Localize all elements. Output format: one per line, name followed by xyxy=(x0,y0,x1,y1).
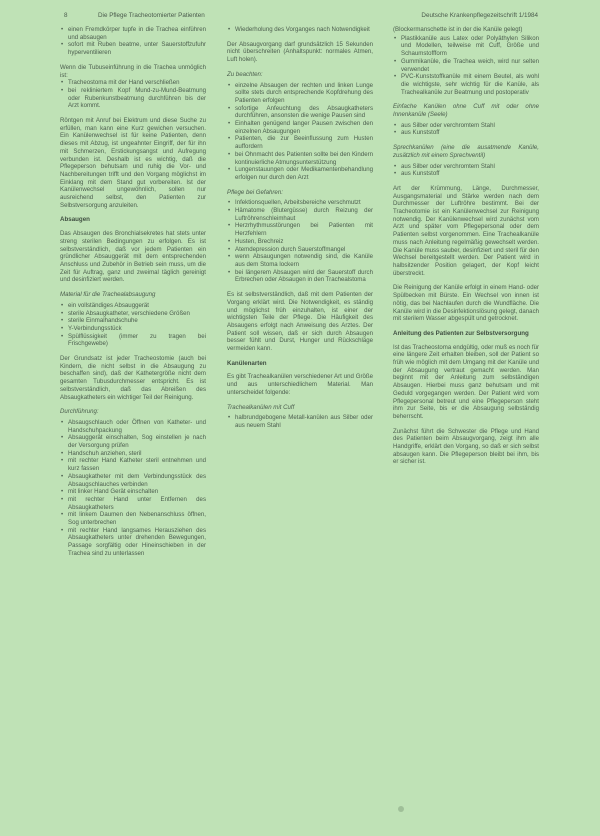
list-item: • Y-Verbindungsstück xyxy=(60,325,206,333)
paragraph: Der Absaugvorgang darf grundsätzlich 15 Sekunden nicht überschreiten (Anhaltspunkt: normales Atmen, Luft holen). xyxy=(227,40,373,64)
list-item: • bei Ohnmacht des Patienten sollte bei den Kindern kontinuierliche Atmungsunterstützung xyxy=(227,151,373,166)
list-item: • sterile Einmalhandschuhe xyxy=(60,317,206,325)
list-item: • sofortige Anfeuchtung des Absaugkatheters durchführen, ansonsten die wenige Pausen sind xyxy=(227,105,373,120)
list-item: • Wiederholung des Vorganges nach Notwendigkeit xyxy=(227,26,373,34)
list-item: • Tracheostoma mit der Hand verschließen xyxy=(60,79,206,87)
column-3 xyxy=(393,26,539,473)
column-1 xyxy=(60,26,206,565)
subheading-sprechkanuelen: Sprechkanülen (eine die ausatmende Kanüle, zusätzlich mit einem Sprechventil) xyxy=(393,144,539,159)
list-item: • mit linker Hand Gerät einschalten xyxy=(60,488,206,496)
list-item: • mit linkem Daumen den Nebenanschluss öffnen, Sog unterbrechen xyxy=(60,511,206,526)
list-item: • einen Fremdkörper tupfe in die Trachea einführen und absaugen xyxy=(60,26,206,41)
subheading-material: Material für die Trachealabsaugung xyxy=(60,291,156,299)
list-item: • Absaugschlauch oder Öffnen von Katheter- und Handschuhpackung xyxy=(60,419,206,434)
list-item: • Herzrhythmusstörungen bei Patienten mit Herzfehlern xyxy=(227,222,373,237)
subheading-einfache-kanuelen: Einfache Kanülen ohne Cuff mit oder ohne Innenkanüle (Seele) xyxy=(393,103,539,119)
list-item: • wenn Absaugungen notwendig sind, die Kanüle aus dem Stoma lockern xyxy=(227,253,373,268)
list-item: • Gummikanüle, die Trachea weich, wird nur selten verwendet xyxy=(393,58,539,73)
list-item: • Handschuh anziehen, steril xyxy=(60,450,206,458)
list-item: • Infektionsquellen, Arbeitsbereiche verschmutzt xyxy=(227,199,373,207)
paragraph: Art der Krümmung, Länge, Durchmesser, Ausgangsmaterial und Stärke werden nach dem Durchmesser der Luftröhre bestimmt. Bei der Tracheotomie ist ein Kanülenwechsel zur Reinigung notwendig. Der Kanülenwechsel wird zunächst vom Arzt und später vom Pflegepersonal oder dem Patienten selbst vorgenommen. Eine Trachealkanüle muss nach Anleitung regelmäßig gewechselt werden. Die Kanüle muss sauber, desinfiziert und steril für den Wechsel bereitgestellt werden. Der Patient wird in halbsitzender Position gelagert, der Kopf leicht überstreckt. xyxy=(393,184,539,277)
punch-hole-mark xyxy=(398,806,404,812)
list-item: • Hämatome (Blutergüsse) durch Reizung der Luftröhrenschleimhaut xyxy=(227,207,373,222)
bullet-list xyxy=(227,26,373,34)
header-left-title: Die Pflege Tracheotomierter Patienten xyxy=(98,12,205,19)
list-item: • mit rechter Hand langsames Herausziehen des Absaugkatheters unter drehenden Bewegungen, Passage sorgfältig oder Hineinschieben in der Trachea sind zu unterlassen xyxy=(60,527,206,558)
subheading-kanuelen-mit-cuff: Trachealkanülen mit Cuff xyxy=(227,403,295,411)
bullet-list xyxy=(227,414,373,429)
paragraph: Zunächst führt die Schwester die Pflege und Hand des Patienten beim Absaugvorgang, zeigt ihm alle Handgriffe, erklärt den Vorgang, so daß er sich selbst absaugen kann. Die Pflegeperson bleibt bei ihm, bis er sicher ist. xyxy=(393,427,539,466)
header-right-title: Deutsche Krankenpflegezeitschrift 1/1984 xyxy=(421,12,538,19)
paragraph: Die Reinigung der Kanüle erfolgt in einem Hand- oder Spülbecken mit Bürste. Ein Wechsel von innen ist nötig, das bei Nachlaufen durch die Wundfläche. Die Kanüle wird in die Desinfektionslösung gelegt, danach mit sterilem Wasser abgespült und getrocknet. xyxy=(393,284,540,323)
bullet-list xyxy=(60,79,206,110)
list-item: • bei rekliniertem Kopf Mund-zu-Mund-Beatmung oder Rubenkunstbeatmung durchführen bis der Arzt kommt. xyxy=(60,87,206,110)
list-item: • sterile Absaugkatheter, verschiedene Größen xyxy=(60,310,206,318)
list-item: • Lungenstauungen oder Medikamentenbehandlung erfolgen nur durch den Arzt xyxy=(227,166,373,181)
list-item: • aus Kunststoff xyxy=(393,170,539,178)
paragraph: Ist das Tracheostoma endgültig, oder muß es noch für eine längere Zeit erhalten bleiben, soll der Patient so früh wie möglich mit dem Umgang mit der Kanüle und der Absaugung vertraut gemacht werden. Man beginnt mit der Anleitung zum selbständigen Absaugen. Hierbei muss ganz behutsam und mit Geduld vorgegangen werden. Der Patient wird vom Pflegepersonal betreut und eine Pflegeperson steht ihm zur Seite, bis er die Absaugung selbständig beherrscht. xyxy=(393,343,539,420)
list-item: • bei längerem Absaugen wird der Sauerstoff durch Erbrechen oder Absaugen in den Trachealstoma xyxy=(227,269,373,284)
list-item: • Spülflüssigkeit (immer zu tragen bei Frischgewebe) xyxy=(60,333,206,348)
list-item: • Einhalten genügend langer Pausen zwischen den einzelnen Absaugungen xyxy=(227,120,373,135)
list-item: • Husten, Brechreiz xyxy=(227,238,373,246)
bullet-list xyxy=(60,26,206,57)
bullet-list xyxy=(393,122,539,137)
paragraph: Wenn die Tubuseinführung in die Trachea unmöglich ist: xyxy=(60,63,206,79)
subheading-durchfuehrung: Durchführung: xyxy=(60,408,99,416)
list-item: • aus Silber oder verchromtem Stahl xyxy=(393,163,539,171)
list-item: • mit rechter Hand unter Entfernen des Absaugkatheters xyxy=(60,496,206,511)
list-item: • mit rechter Hand Katheter steril entnehmen und kurz fassen xyxy=(60,457,206,472)
bullet-list xyxy=(60,302,206,348)
paragraph: Es ist selbstverständlich, daß mit dem Patienten der Vorgang erklärt wird. Die Notwendigkeit, es ständig und möglichst früh einzuhalten, ist einer der wichtigsten Teile der Pflege. Die Häufigkeit des Absaugens erfolgt nach Anweisung des Arztes. Der Patient soll wissen, daß er sich durch Absaugen besser fühlt und Durst, Hunger und Rückschläge vermeiden kann. xyxy=(227,291,373,353)
paragraph: Das Absaugen des Bronchialsekretes hat stets unter streng sterilen Bedingungen zu erfolgen. Es ist selbstverständlich, daß vor jedem Patienten ein gründlicher Absauggerät mit dem entsprechenden Anschluss und Zubehör in Betrieb sein muss, um die Zeit für Auftrag, ganz und zweimal täglich gereinigt und desinfiziert werden. xyxy=(60,230,206,284)
running-header xyxy=(0,0,600,22)
list-item: • Atemdepression durch Sauerstoffmangel xyxy=(227,246,373,254)
paragraph: Es gibt Trachealkanülen verschiedener Art und Größe und aus unterschiedlichem Material. Man unterscheidet folgende: xyxy=(227,373,373,396)
list-item: • Patienten, die zur Beeinflussung zum Husten auffordern xyxy=(227,135,373,150)
section-heading-kanuelenarten: Kanülenarten xyxy=(227,359,267,367)
subheading-gefahren: Pflege bei Gefahren: xyxy=(227,188,283,196)
section-heading-absaugen: Absaugen xyxy=(60,216,90,224)
list-item: • aus Silber oder verchromtem Stahl xyxy=(393,122,539,130)
list-item: • halbrundgebogene Metall-kanülen aus Silber oder aus neuem Stahl xyxy=(227,414,373,429)
paragraph: Röntgen mit Anruf bei Elektrum und diese Suche zu erfüllen, man kann eine Kurz gewichen versuchen. Ein Kanülenwechsel ist für keine Patienten, denn dieses mit Abzug, ist ungeahnter Eingriff, der für ihn mit Schmerzen, Erstickungsangst und Aufregung verbunden ist. Deshalb ist es wichtig, daß die Pflegeperson behutsam und ruhig die Vor- und Nachbereitungen trifft und den Vorgang möglichst im Einklang mit dem Stand gut vorbereiten. Ist der Kanülenwechsel ungewöhnlich, sollen nur ausreichend selbst, den Patienten zur Selbstversorgung anzuleiten. xyxy=(60,117,206,209)
list-item: • aus Kunststoff xyxy=(393,129,539,137)
section-heading-anleitung: Anleitung des Patienten zur Selbstversorgung xyxy=(393,329,529,337)
list-item: • PVC-Kunststoffkanüle mit einem Beutel, als wohl die wichtigste, sehr wichtig für die Kanüle, als Trachealkanüle zur Beatmung und postoperativ xyxy=(393,73,539,96)
list-item: • Plastikkanüle aus Latex oder Polyäthylen Silikon und Modellen, teilweise mit Cuff, Größe und Schaumstoffform xyxy=(393,35,539,58)
paragraph: Der Grundsatz ist jeder Tracheostomie (auch bei Kindern, die nicht selbst in die Absaugung zu beschaffen sind), daß der Kathetergröße nicht dem gesamten Tubusdurchmesser entspricht. Es ist selbstverständlich, daß das Abreißen des Absaugkatheters ein wichtiger Teil der Reinigung. xyxy=(60,355,206,401)
bullet-list xyxy=(60,419,206,558)
bullet-list xyxy=(227,82,373,182)
list-item: • Absaugkatheter mit dem Verbindungsstück des Absaugschlauches verbinden xyxy=(60,473,206,488)
subheading-zu-beachten: Zu beachten: xyxy=(227,70,263,78)
list-item: • einzelne Absaugen der rechten und linken Lunge sollte stets durch entsprechende Kopfdrehung des Patienten erfolgen xyxy=(227,82,373,105)
list-item: • sofort mit Ruben beatme, unter Sauerstoffzufuhr hyperventilieren xyxy=(60,41,206,56)
column-2 xyxy=(227,26,373,437)
list-item: • Absauggerät einschalten, Sog einstellen je nach der Versorgung prüfen xyxy=(60,434,206,449)
bullet-list xyxy=(227,199,373,284)
list-item: • ein vollständiges Absauggerät xyxy=(60,302,206,310)
bullet-list xyxy=(393,35,539,97)
paragraph: (Blockermanschette ist in der die Kanüle gelegt) xyxy=(393,26,523,33)
bullet-list xyxy=(393,163,539,178)
page-number: 8 xyxy=(64,12,68,19)
